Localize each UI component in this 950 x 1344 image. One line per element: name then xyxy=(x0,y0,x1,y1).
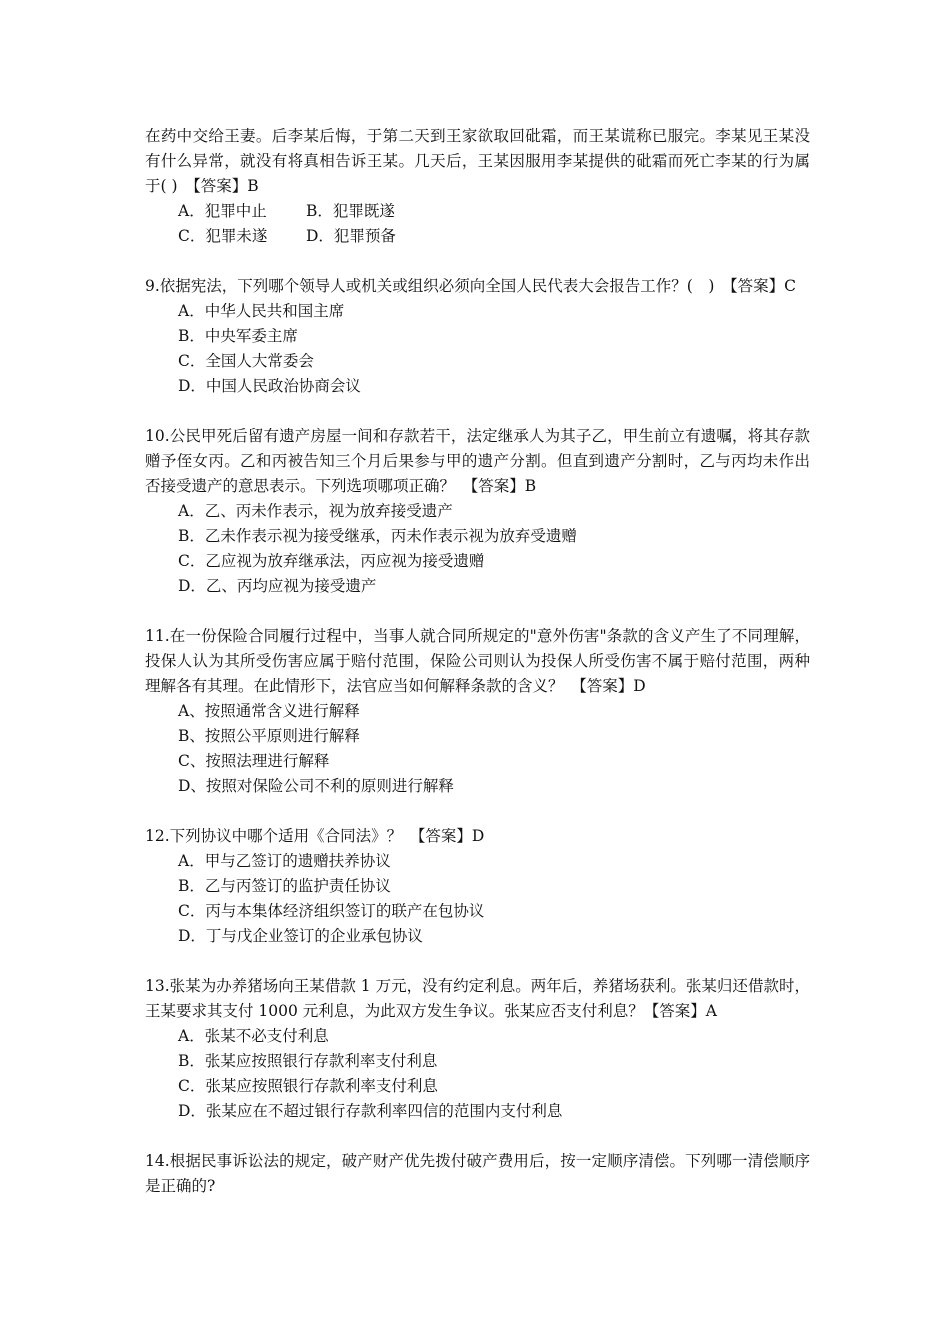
option-d: D．张某应在不超过银行存款利率四信的范围内支付利息 xyxy=(178,1102,563,1120)
question-9 xyxy=(145,274,810,399)
option-row xyxy=(145,199,810,224)
question-stem: 11.在一份保险合同履行过程中，当事人就合同所规定的"意外伤害"条款的含义产生了不同理解，投保人认为其所受伤害应属于赔付范围，保险公司则认为投保人所受伤害不属于赔付范围，两种理解各有其理。在此情形下，法官应当如何解释条款的含义？ 【答案】D xyxy=(145,627,810,695)
option-c: C．犯罪未遂 xyxy=(178,227,268,245)
option-d: D．丁与戊企业签订的企业承包协议 xyxy=(178,927,423,945)
question-13 xyxy=(145,974,810,1124)
option-d: D．中国人民政治协商会议 xyxy=(178,377,361,395)
option-b: B．张某应按照银行存款利率支付利息 xyxy=(178,1052,438,1070)
option-a: A．中华人民共和国主席 xyxy=(178,302,345,320)
option-b: B．犯罪既遂 xyxy=(306,202,395,220)
option-b: B．中央军委主席 xyxy=(178,327,298,345)
question-stem: 14.根据民事诉讼法的规定，破产财产优先拨付破产费用后，按一定顺序清偿。下列哪一清偿顺序是正确的? xyxy=(145,1152,810,1195)
option-a: A、按照通常含义进行解释 xyxy=(178,702,360,720)
option-c: C．张某应按照银行存款利率支付利息 xyxy=(178,1077,438,1095)
option-a: A．甲与乙签订的遗赠扶养协议 xyxy=(178,852,391,870)
option-b: B、按照公平原则进行解释 xyxy=(178,727,360,745)
option-b: B．乙未作表示视为接受继承，丙未作表示视为放弃受遗赠 xyxy=(178,527,577,545)
question-stem: 13.张某为办养猪场向王某借款 1 万元，没有约定利息。两年后，养猪场获利。张某归还借款时，王某要求其支付 1000 元利息，为此双方发生争议。张某应否支付利息？【答案】A xyxy=(145,977,810,1020)
option-a: A．张某不必支付利息 xyxy=(178,1027,329,1045)
option-d: D．乙、丙均应视为接受遗产 xyxy=(178,577,377,595)
option-c: C．乙应视为放弃继承法，丙应视为接受遗赠 xyxy=(178,552,485,570)
option-d: D、按照对保险公司不利的原则进行解释 xyxy=(178,777,454,795)
option-c: C．丙与本集体经济组织签订的联产在包协议 xyxy=(178,902,485,920)
question-10 xyxy=(145,424,810,599)
question-11 xyxy=(145,624,810,799)
option-c: C、按照法理进行解释 xyxy=(178,752,330,770)
option-b: B．乙与丙签订的监护责任协议 xyxy=(178,877,391,895)
question-stem: 9.依据宪法，下列哪个领导人或机关或组织必须向全国人民代表大会报告工作？( ) 【答案】C xyxy=(145,277,796,295)
document-body xyxy=(145,124,810,1224)
option-row xyxy=(145,224,810,249)
question-stem: 在药中交给王妻。后李某后悔，于第二天到王家欲取回砒霜，而王某谎称已服完。李某见王某没有什么异常，就没有将真相告诉王某。几天后，王某因服用李某提供的砒霜而死亡李某的行为属于( ) 【答案】B xyxy=(145,127,810,195)
question-stem: 10.公民甲死后留有遗产房屋一间和存款若干，法定继承人为其子乙，甲生前立有遗嘱，将其存款赠予侄女丙。乙和丙被告知三个月后果参与甲的遗产分割。但直到遗产分割时，乙与丙均未作出否接受遗产的意思表示。下列选项哪项正确？ 【答案】B xyxy=(145,427,810,495)
question-stem: 12.下列协议中哪个适用《合同法》？ 【答案】D xyxy=(145,827,485,845)
option-c: C．全国人大常委会 xyxy=(178,352,314,370)
option-d: D．犯罪预备 xyxy=(306,227,396,245)
question-14 xyxy=(145,1149,810,1199)
option-a: A．乙、丙未作表示，视为放弃接受遗产 xyxy=(178,502,453,520)
question-8 xyxy=(145,124,810,249)
question-12 xyxy=(145,824,810,949)
option-a: A．犯罪中止 xyxy=(178,202,267,220)
